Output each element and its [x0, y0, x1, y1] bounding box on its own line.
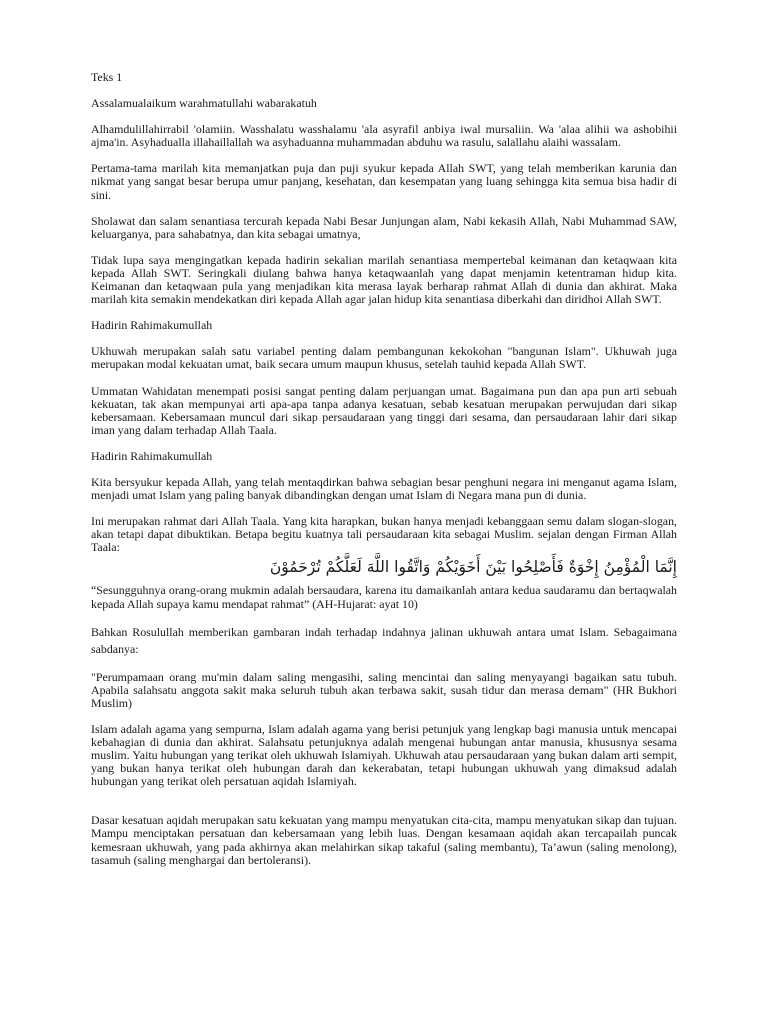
section-heading: Hadirin Rahimakumullah — [91, 448, 213, 463]
section-heading: Hadirin Rahimakumullah — [91, 318, 213, 333]
paragraph-islam-sempurna: Islam adalah agama yang sempurna, Islam adalah agama yang berisi petunjuk yang lengkap bagi manusia untuk mencapai kebahagian di dunia dan akhirat. Salahsatu petunjuknya adalah mengenai hubungan antar manusia, khususnya sesama muslim. Yaitu hubungan yang terikat oleh ukhuwah Islamiyah. Ukhuwah atau persaudaraan yang bukan dalam arti sempit, yang bukan hanya terikat oleh hubungan darah dan kekerabatan, tetapi hubungan ukhuwah yang dimaksud adalah hubungan yang terikat oleh persatuan aqidah Islamiyah. — [91, 721, 677, 789]
paragraph-verse-translation: “Sesungguhnya orang-orang mukmin adalah bersaudara, karena itu damaikanlah antara kedua saudaramu dan bertaqwalah kepada Allah supaya kamu mendapat rahmat” (AH-Hujarat: ayat 10) — [91, 583, 677, 611]
paragraph-opening-praise: Alhamdulillahirrabil 'olamiin. Wasshalatu wasshalamu 'ala asyrafil anbiya iwal mursaliin. Wa 'alaa alihii wa ashobihii ajma'in. Asyhadualla illahaillallah wa asyhaduanna muhammadan abduhu wa rasulu, salallahu alaihi wassalam. — [91, 122, 677, 150]
paragraph-sholawat: Sholawat dan salam senantiasa tercurah kepada Nabi Besar Junjungan alam, Nabi kekasih Allah, Nabi Muhammad SAW, keluarganya, para sahabatnya, dan kita sebagai umatnya, — [91, 213, 677, 241]
paragraph-rahmat: Ini merupakan rahmat dari Allah Taala. Yang kita harapkan, bukan hanya menjadi kebanggaan semu dalam slogan-slogan, akan tetapi dapat dibuktikan. Betapa begitu kuatnya tali persaudaraan kita sebagai Muslim. sejalan dengan Firman Allah Taala: — [91, 514, 677, 555]
paragraph-ummatan-wahidatan: Ummatan Wahidatan menempati posisi sangat penting dalam perjuangan umat. Bagaimana pun dan apa pun arti sebuah kekuatan, tak akan mempunyai arti apa-apa tanpa adanya kesatuan, sebab kesatuan merupakan perwujudan dari sikap kebersamaan. Kebersamaan muncul dari sikap persaudaraan yang tinggi dari sesama, dan persaudaraan lahir dari sikap iman yang dalam terhadap Allah Taala. — [91, 383, 677, 437]
paragraph-gratitude: Pertama-tama marilah kita memanjatkan puja dan puji syukur kepada Allah SWT, yang telah memberikan karunia dan nikmat yang sangat besar berupa umur panjang, kesehatan, dan kesempatan yang luang sehingga kita semua bisa hadir di sini. — [91, 161, 677, 202]
arabic-verse: إِنَّمَا الْمُؤْمِنُ إِخْوَةٌ فَأَصْلِحُوا بَيْنَ أَخَوَيْكُمْ وَاتَّقُوا اللَّهَ لَعَلَّكُمْ تُرْحَمُوْنَ — [269, 558, 677, 577]
document-page — [91, 71, 677, 880]
paragraph-taqwa: Tidak lupa saya mengingatkan kepada hadirin sekalian marilah senantiasa mempertebal keimanan dan ketaqwaan kita kepada Allah SWT. Seringkali diulang bahwa hanya ketaqwaanlah yang dapat menjamin ketentraman hidup kita. Keimanan dan ketaqwaan pula yang menjadikan kita merasa layak berharap rahmat Allah di dunia dan akhirat. Maka marilah kita semakin mendekatkan diri kepada Allah agar jalan hidup kita senantiasa diberkahi dan diridhoi Allah SWT. — [91, 252, 677, 307]
paragraph-ukhuwah: Ukhuwah merupakan salah satu variabel penting dalam pembangunan kekokohan "bangunan Islam". Ukhuwah juga merupakan modal kekuatan umat, baik secara umum maupun khusus, setelah tauhid kepada Allah SWT. — [91, 344, 677, 372]
paragraph-kesatuan-aqidah: Dasar kesatuan aqidah merupakan satu kekuatan yang mampu menyatukan cita-cita, mampu menyatukan sikap dan tujuan. Mampu menciptakan persatuan dan kebersamaan yang lebih luas. Dengan kesamaan aqidah akan tercapailah puncak kemesraan ukhuwah, yang pada akhirnya akan melahirkan sikap takaful (saling membantu), Ta’awun (saling menolong), tasamuh (saling menghargai dan bertoleransi). — [91, 813, 677, 867]
document-title: Teks 1 — [91, 70, 123, 84]
paragraph-bersyukur: Kita bersyukur kepada Allah, yang telah mentaqdirkan bahwa sebagian besar penghuni negara ini menganut agama Islam, menjadi umat Islam yang paling banyak dibandingkan dengan umat Islam di Negara mana pun di dunia. — [91, 474, 677, 503]
paragraph-rosulullah: Bahkan Rosulullah memberikan gambaran indah terhadap indahnya jalinan ukhuwah antara umat Islam. Sebagaimana sabdanya: — [91, 624, 677, 656]
paragraph-hadith-quote: "Perumpamaan orang mu'min dalam saling mengasihi, saling mencintai dan saling menyayangi bagaikan satu tubuh. Apabila salahsatu anggota sakit maka seluruh tubuh akan terbawa sakit, susah tidur dan merasa demam" (HR Bukhori Muslim) — [91, 669, 677, 710]
greeting: Assalamualaikum warahmatullahi wabarakatuh — [91, 96, 317, 111]
